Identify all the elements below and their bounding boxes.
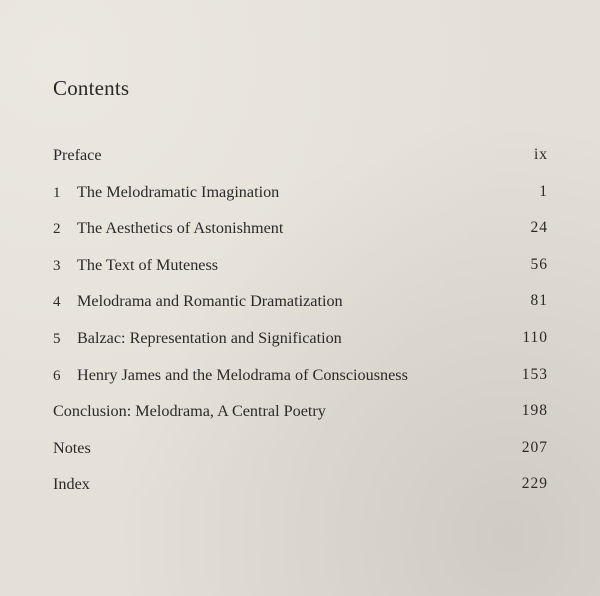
toc-entry-number: 2 [53,221,61,238]
toc-entry-title: Melodrama and Romantic Dramatization [77,292,343,311]
toc-entry-page: 56 [530,255,548,273]
toc-entry-title: Henry James and the Melodrama of Consciousness [77,365,408,384]
toc-entry-title: The Text of Muteness [77,255,219,274]
toc-entry-chapter-1 [53,181,548,218]
toc-entry-title: Conclusion: Melodrama, A Central Poetry [53,402,326,421]
toc-entry-title: The Melodramatic Imagination [77,182,280,201]
toc-entry-conclusion [53,400,548,437]
toc-entry-notes [53,437,548,474]
toc-entry-chapter-6 [53,364,548,401]
toc-entry-page: 207 [521,438,548,456]
contents-heading: Contents [53,76,130,100]
toc-entry-chapter-2 [53,217,548,254]
toc-entry-page: 153 [521,365,548,383]
toc-entry-number: 5 [53,330,61,347]
toc-entry-page: 81 [530,292,548,310]
toc-entry-chapter-4 [53,290,548,327]
toc-entry-chapter-5 [53,327,548,364]
toc-entry-title: Preface [53,146,102,164]
toc-entry-number: 4 [53,294,61,311]
toc-entry-title: Index [53,475,90,494]
toc-entry-page: ix [533,146,548,163]
toc-entry-number: 1 [53,184,61,201]
toc-entry-preface [53,144,548,181]
toc-entry-title: The Aesthetics of Astonishment [77,219,284,238]
toc-entry-number: 6 [53,367,61,384]
toc-entry-number: 3 [53,257,61,274]
toc-entry-index [53,473,548,510]
toc-entry-page: 1 [539,182,548,200]
toc-entry-page: 110 [522,328,548,346]
table-of-contents [53,144,548,510]
toc-entry-page: 24 [530,219,548,237]
toc-entry-page: 229 [521,475,548,493]
toc-entry-page: 198 [521,402,548,420]
toc-entry-title: Balzac: Representation and Signification [77,328,342,347]
toc-entry-title: Notes [53,438,91,457]
toc-entry-chapter-3 [53,254,548,291]
